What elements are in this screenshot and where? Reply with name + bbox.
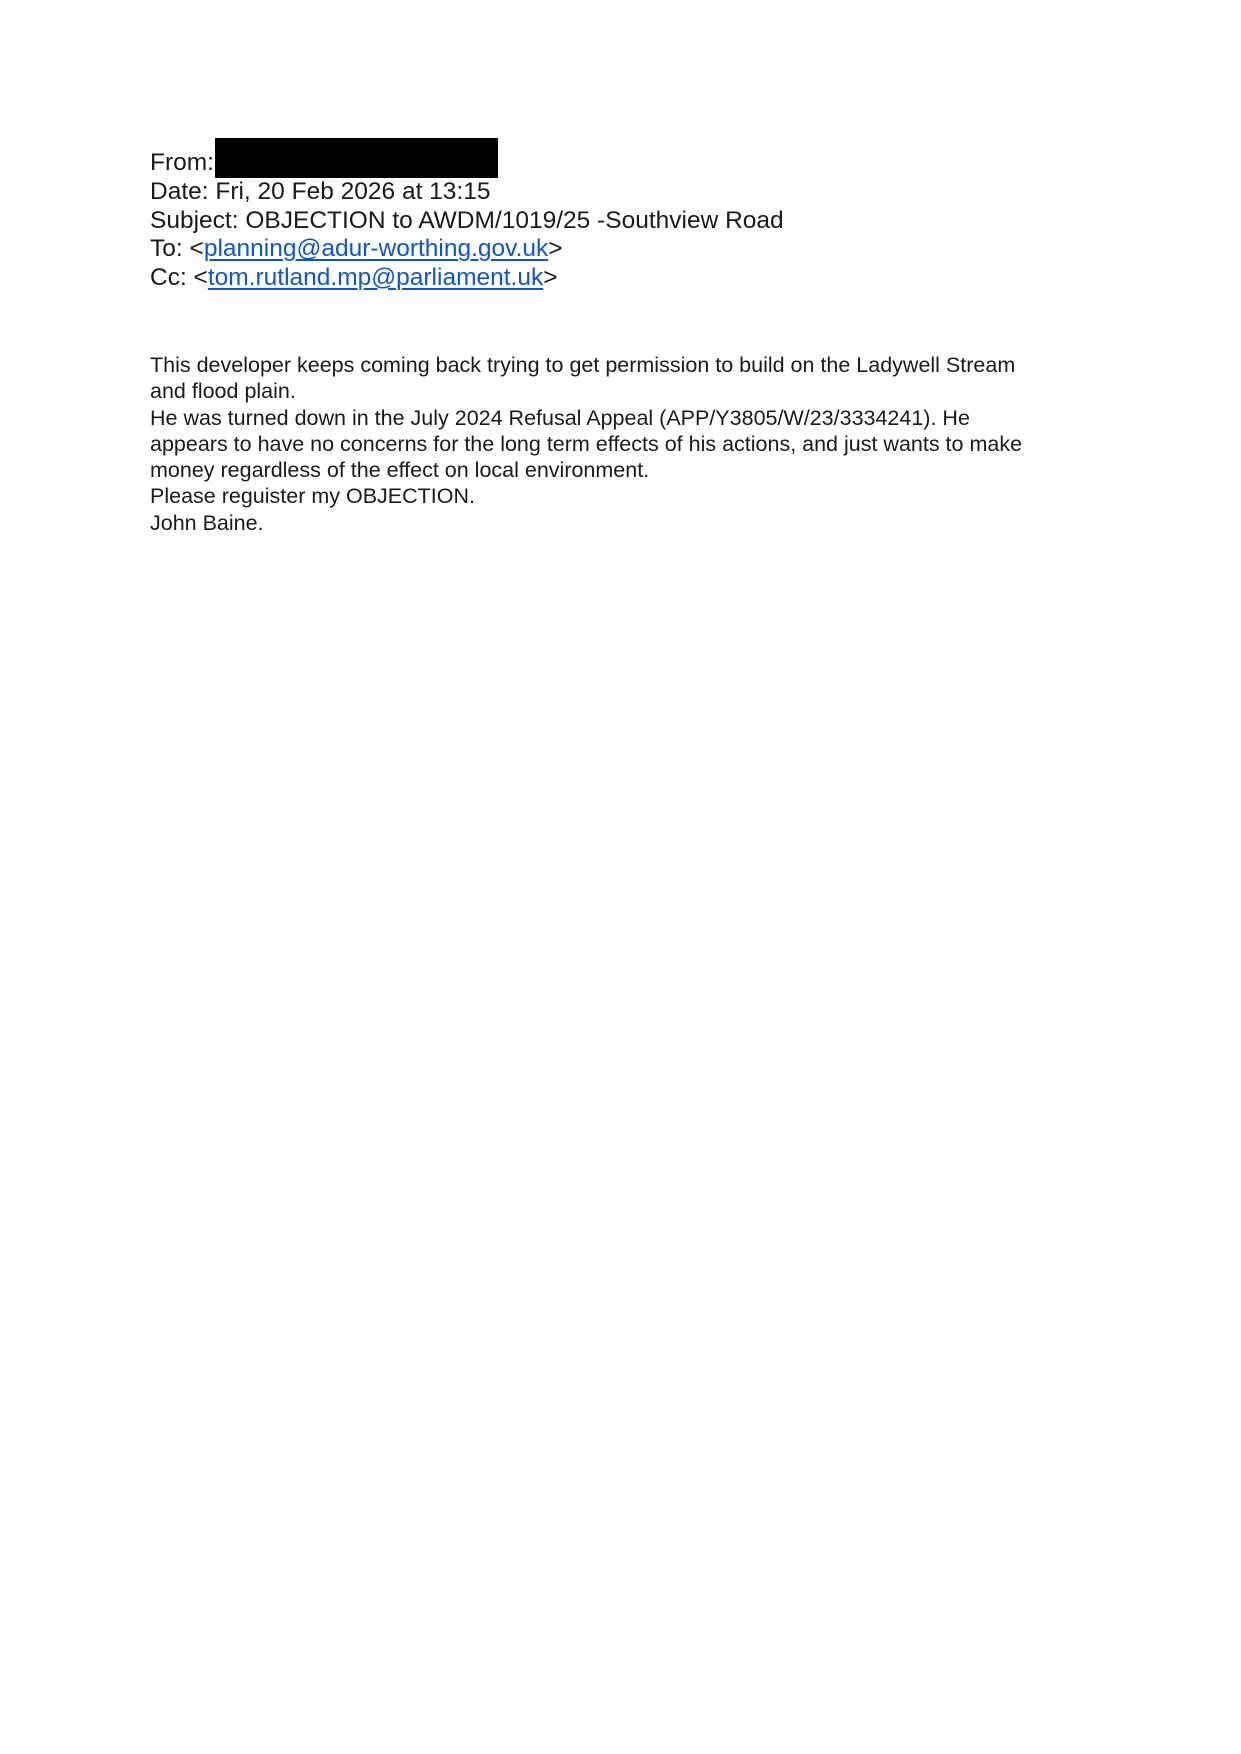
subject-line: Subject: OBJECTION to AWDM/1019/25 -Southview Road <box>150 206 784 234</box>
body-line: This developer keeps coming back trying to get permission to build on the Ladywell Stream <box>150 353 1016 377</box>
cc-email-link[interactable]: tom.rutland.mp@parliament.uk <box>207 263 544 291</box>
body-line: Please reguister my OBJECTION. <box>150 484 475 509</box>
body-line: money regardless of the effect on local environment. <box>150 458 650 483</box>
email-body <box>150 352 1090 536</box>
cc-prefix: Cc: < <box>150 263 208 291</box>
from-line <box>150 138 1110 178</box>
cc-suffix: > <box>543 263 558 291</box>
to-email-link[interactable]: planning@adur-worthing.gov.uk <box>203 235 549 262</box>
email-header <box>150 138 1110 292</box>
body-line: and flood plain. <box>150 379 296 404</box>
to-suffix: > <box>548 235 563 262</box>
to-prefix: To: < <box>150 235 204 262</box>
to-line <box>150 235 1110 264</box>
redacted-sender <box>215 138 498 178</box>
body-line: appears to have no concerns for the long term effects of his actions, and just wants to make <box>150 431 1023 456</box>
date-line: Date: Fri, 20 Feb 2026 at 13:15 <box>150 178 491 205</box>
body-line: He was turned down in the July 2024 Refusal Appeal (APP/Y3805/W/23/3334241). He <box>150 405 970 430</box>
signature-line: John Baine. <box>150 510 264 535</box>
cc-line <box>150 264 1110 293</box>
from-label: From: <box>150 149 214 176</box>
